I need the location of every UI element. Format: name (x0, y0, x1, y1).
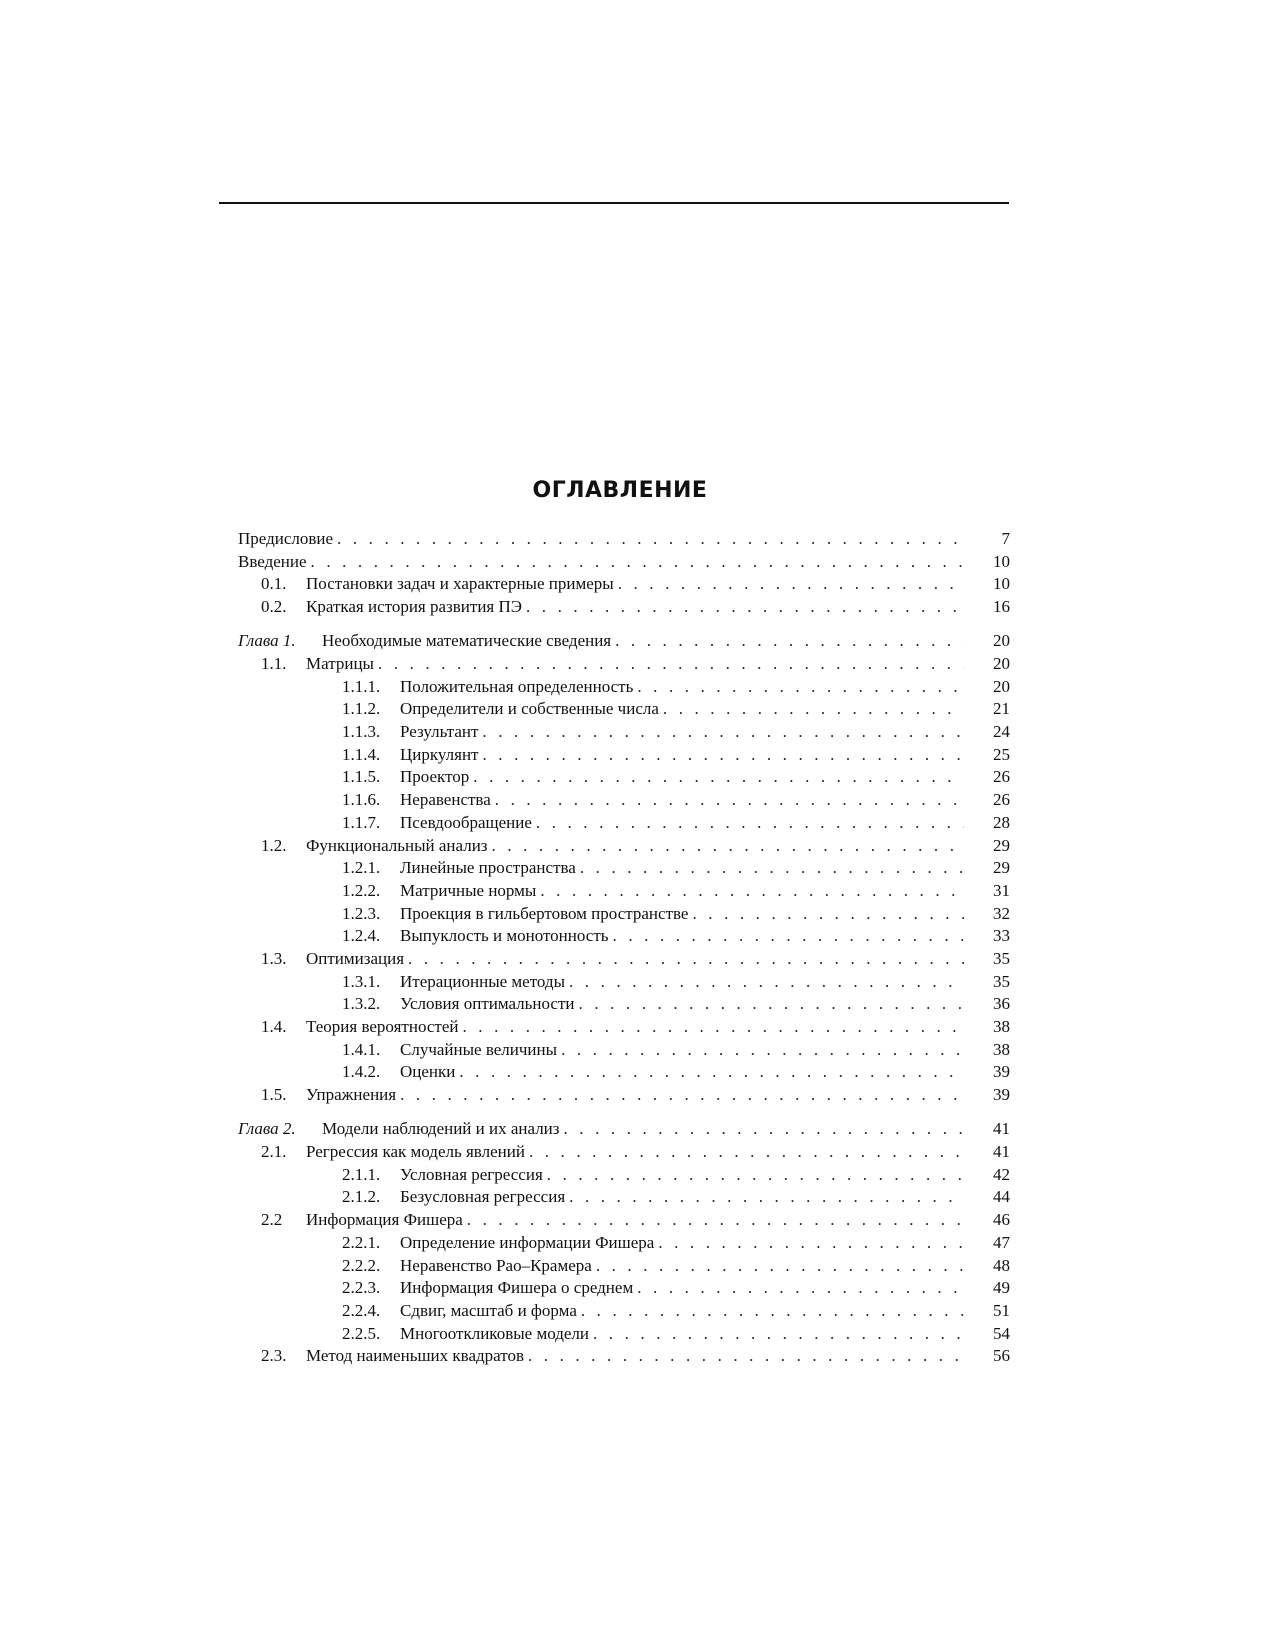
toc-entry-title: Метод наименьших квадратов (306, 1346, 524, 1366)
toc-entry[interactable] (238, 1016, 1010, 1039)
toc-entry-title: Случайные величины (400, 1039, 558, 1059)
toc-entry-title: Регрессия как модель явлений (306, 1142, 525, 1162)
toc-entry-title: Информация Фишера о среднем (400, 1278, 634, 1298)
toc-entry-page: 29 (993, 858, 1010, 878)
toc-entry-page: 24 (993, 722, 1010, 742)
toc-entry[interactable] (238, 880, 1010, 903)
toc-entry-number: 2.1.1. (342, 1164, 381, 1184)
dot-leader (576, 857, 964, 880)
toc-entry-title: Предисловие (238, 529, 334, 548)
toc-entry-page: 35 (993, 948, 1010, 968)
dot-leader (543, 1164, 964, 1187)
dot-leader (478, 744, 964, 767)
toc-entry-number: 1.3. (261, 948, 287, 968)
toc-entry-number: 2.2.2. (342, 1255, 381, 1275)
toc-entry[interactable] (238, 903, 1010, 926)
toc-entry-title: Итерационные методы (400, 971, 565, 991)
toc-entry-title: Выпуклость и монотонность (400, 926, 609, 946)
toc-entry-number: 2.2 (261, 1210, 283, 1230)
toc-entry-page: 47 (993, 1232, 1010, 1252)
toc-entry-number: Глава 2. (238, 1119, 296, 1139)
toc-entry[interactable] (238, 1300, 1010, 1323)
dot-leader (404, 948, 964, 971)
toc-entry-title: Теория вероятностей (306, 1017, 459, 1037)
toc-entry-number: 1.1.7. (342, 812, 381, 832)
dot-leader (565, 971, 964, 994)
toc-entry-title: Матрицы (306, 654, 374, 674)
toc-entry-title: Циркулянт (400, 744, 479, 764)
toc-entry-number: 1.1. (261, 654, 287, 674)
toc-entry-page: 26 (993, 790, 1010, 810)
dot-leader (654, 1232, 964, 1255)
toc-entry-page: 38 (993, 1017, 1010, 1037)
dot-leader (374, 653, 964, 676)
toc-entry-page: 20 (993, 676, 1010, 696)
toc-entry-number: 2.2.4. (342, 1300, 381, 1320)
toc-entry-page: 20 (993, 654, 1010, 674)
toc-chapter-entry[interactable] (238, 1118, 1010, 1141)
toc-entry-number: 1.4.2. (342, 1062, 381, 1082)
toc-chapter-entry[interactable] (238, 630, 1010, 653)
toc-entry-title: Линейные пространства (400, 858, 576, 878)
toc-entry-number: 2.1.2. (342, 1187, 381, 1207)
toc-entry-page: 21 (993, 699, 1010, 719)
table-of-contents (238, 528, 1010, 1368)
toc-entry-title: Постановки задач и характерные примеры (306, 574, 614, 594)
toc-entry-page: 54 (993, 1323, 1010, 1343)
dot-leader (333, 528, 964, 551)
toc-entry-title: Безусловная регрессия (400, 1187, 566, 1207)
toc-entry-page: 41 (993, 1142, 1010, 1162)
dot-leader (459, 1016, 965, 1039)
toc-entry-title: Неравенство Рао–Крамера (400, 1255, 592, 1275)
toc-entry-page: 41 (993, 1119, 1010, 1139)
toc-entry-title: Необходимые математические сведения (322, 631, 612, 651)
toc-entry-title: Модели наблюдений и их анализ (322, 1119, 560, 1139)
toc-entry-page: 16 (993, 597, 1010, 617)
toc-entry-title: Матричные нормы (400, 880, 537, 900)
dot-leader (396, 1084, 964, 1107)
toc-entry-page: 20 (993, 631, 1010, 651)
toc-entry[interactable] (238, 993, 1010, 1016)
dot-leader (455, 1061, 964, 1084)
toc-entry-title: Введение (238, 551, 307, 571)
dot-leader (577, 1300, 964, 1323)
toc-entry-number: 1.2.1. (342, 858, 381, 878)
toc-heading: ОГЛАВЛЕНИЕ (532, 478, 708, 503)
toc-entry-number: 2.1. (261, 1142, 287, 1162)
toc-entry[interactable] (238, 971, 1010, 994)
toc-entry[interactable] (238, 812, 1010, 835)
toc-entry-number: 1.1.5. (342, 767, 381, 787)
toc-entry-number: 1.1.6. (342, 790, 381, 810)
toc-entry[interactable] (238, 653, 1010, 676)
toc-entry[interactable] (238, 948, 1010, 971)
toc-entry-page: 49 (993, 1278, 1010, 1298)
toc-entry-title: Псевдообращение (400, 812, 532, 832)
dot-leader (688, 903, 964, 926)
toc-entry-number: Глава 1. (238, 631, 296, 651)
dot-leader (614, 573, 964, 596)
dot-leader (522, 596, 964, 619)
toc-entry-title: Условная регрессия (400, 1164, 543, 1184)
toc-entry-page: 48 (993, 1255, 1010, 1275)
toc-entry-number: 1.1.2. (342, 699, 381, 719)
toc-entry[interactable] (238, 698, 1010, 721)
toc-entry[interactable] (238, 596, 1010, 619)
toc-entry-page: 7 (1001, 529, 1010, 548)
dot-leader (633, 676, 964, 699)
toc-entry-title: Упражнения (306, 1085, 397, 1105)
toc-entry-page: 39 (993, 1085, 1010, 1105)
toc-entry-number: 1.3.1. (342, 971, 381, 991)
toc-entry-page: 10 (993, 574, 1010, 594)
toc-entry-title: Положительная определенность (400, 676, 634, 696)
toc-entry[interactable] (238, 721, 1010, 744)
toc-entry-title: Краткая история развития ПЭ (306, 597, 522, 617)
toc-entry-title: Информация Фишера (306, 1210, 463, 1230)
dot-leader (532, 812, 964, 835)
toc-entry-number: 1.2.3. (342, 903, 381, 923)
toc-entry[interactable] (238, 1209, 1010, 1232)
toc-entry-page: 38 (993, 1039, 1010, 1059)
toc-entry-page: 46 (993, 1210, 1010, 1230)
toc-entry-title: Условия оптимальности (400, 994, 575, 1014)
toc-entry[interactable] (238, 1039, 1010, 1062)
dot-leader (560, 1118, 965, 1141)
dot-leader (611, 630, 964, 653)
toc-entry[interactable] (238, 835, 1010, 858)
toc-entry[interactable] (238, 1061, 1010, 1084)
toc-entry-number: 2.2.1. (342, 1232, 381, 1252)
toc-entry[interactable] (238, 573, 1010, 596)
toc-entry-title: Функциональный анализ (306, 835, 488, 855)
toc-entry-number: 1.1.4. (342, 744, 381, 764)
toc-entry-number: 2.3. (261, 1346, 287, 1366)
toc-entry[interactable] (238, 1345, 1010, 1368)
toc-entry-number: 0.1. (261, 574, 287, 594)
toc-entry-number: 2.2.5. (342, 1323, 381, 1343)
toc-entry-page: 56 (993, 1346, 1010, 1366)
toc-entry-number: 0.2. (261, 597, 287, 617)
toc-entry-title: Сдвиг, масштаб и форма (400, 1300, 577, 1320)
toc-entry-number: 1.2.2. (342, 880, 381, 900)
toc-entry-number: 1.3.2. (342, 994, 381, 1014)
dot-leader (525, 1141, 964, 1164)
toc-entry[interactable] (238, 676, 1010, 699)
toc-entry-page: 51 (993, 1300, 1010, 1320)
toc-entry-number: 1.2. (261, 835, 287, 855)
toc-entry-title: Оптимизация (306, 948, 405, 968)
toc-entry[interactable] (238, 744, 1010, 767)
dot-leader (463, 1209, 964, 1232)
dot-leader (633, 1277, 964, 1300)
toc-entry[interactable] (238, 1232, 1010, 1255)
toc-entry[interactable] (238, 766, 1010, 789)
dot-leader (575, 993, 964, 1016)
toc-entry[interactable] (238, 1186, 1010, 1209)
dot-leader (565, 1186, 964, 1209)
toc-entry-page: 44 (993, 1187, 1010, 1207)
toc-entry-page: 36 (993, 994, 1010, 1014)
toc-entry-title: Проектор (400, 767, 470, 787)
toc-entry-title: Проекция в гильбертовом пространстве (400, 903, 689, 923)
toc-entry-number: 1.4.1. (342, 1039, 381, 1059)
toc-entry[interactable] (238, 1164, 1010, 1187)
dot-leader (589, 1323, 964, 1346)
dot-leader (557, 1039, 964, 1062)
toc-entry[interactable] (238, 1323, 1010, 1346)
toc-entry-number: 2.2.3. (342, 1278, 381, 1298)
toc-entry[interactable] (238, 528, 1010, 551)
toc-entry-number: 1.4. (261, 1017, 287, 1037)
toc-entry[interactable] (238, 1141, 1010, 1164)
toc-entry-number: 1.1.1. (342, 676, 381, 696)
toc-entry-page: 33 (993, 926, 1010, 946)
toc-entry-page: 29 (993, 835, 1010, 855)
dot-leader (592, 1255, 964, 1278)
dot-leader (524, 1345, 964, 1368)
header-rule (219, 202, 1009, 204)
toc-entry-page: 10 (993, 551, 1010, 571)
toc-entry-title: Многооткликовые модели (400, 1323, 589, 1343)
dot-leader (609, 925, 964, 948)
toc-entry[interactable] (238, 1084, 1010, 1107)
toc-entry[interactable] (238, 551, 1010, 574)
toc-entry-page: 28 (993, 812, 1010, 832)
toc-entry-page: 31 (993, 880, 1010, 900)
toc-entry[interactable] (238, 925, 1010, 948)
dot-leader (536, 880, 964, 903)
toc-entry-number: 1.1.3. (342, 722, 381, 742)
dot-leader (478, 721, 964, 744)
dot-leader (491, 789, 964, 812)
dot-leader (469, 766, 964, 789)
toc-entry[interactable] (238, 789, 1010, 812)
toc-entry[interactable] (238, 857, 1010, 880)
toc-entry-title: Определители и собственные числа (400, 699, 659, 719)
toc-entry-title: Результант (400, 722, 479, 742)
toc-entry-title: Определение информации Фишера (400, 1232, 655, 1252)
dot-leader (659, 698, 964, 721)
toc-entry[interactable] (238, 1277, 1010, 1300)
toc-entry-title: Неравенства (400, 790, 491, 810)
toc-entry-page: 32 (993, 903, 1010, 923)
toc-entry-page: 25 (993, 744, 1010, 764)
toc-entry-page: 39 (993, 1062, 1010, 1082)
toc-entry-number: 1.2.4. (342, 926, 381, 946)
toc-entry-page: 35 (993, 971, 1010, 991)
dot-leader (307, 551, 964, 574)
toc-entry-page: 26 (993, 767, 1010, 787)
toc-entry-page: 42 (993, 1164, 1010, 1184)
dot-leader (488, 835, 964, 858)
toc-entry[interactable] (238, 1255, 1010, 1278)
toc-entry-title: Оценки (400, 1062, 456, 1082)
toc-entry-number: 1.5. (261, 1085, 287, 1105)
